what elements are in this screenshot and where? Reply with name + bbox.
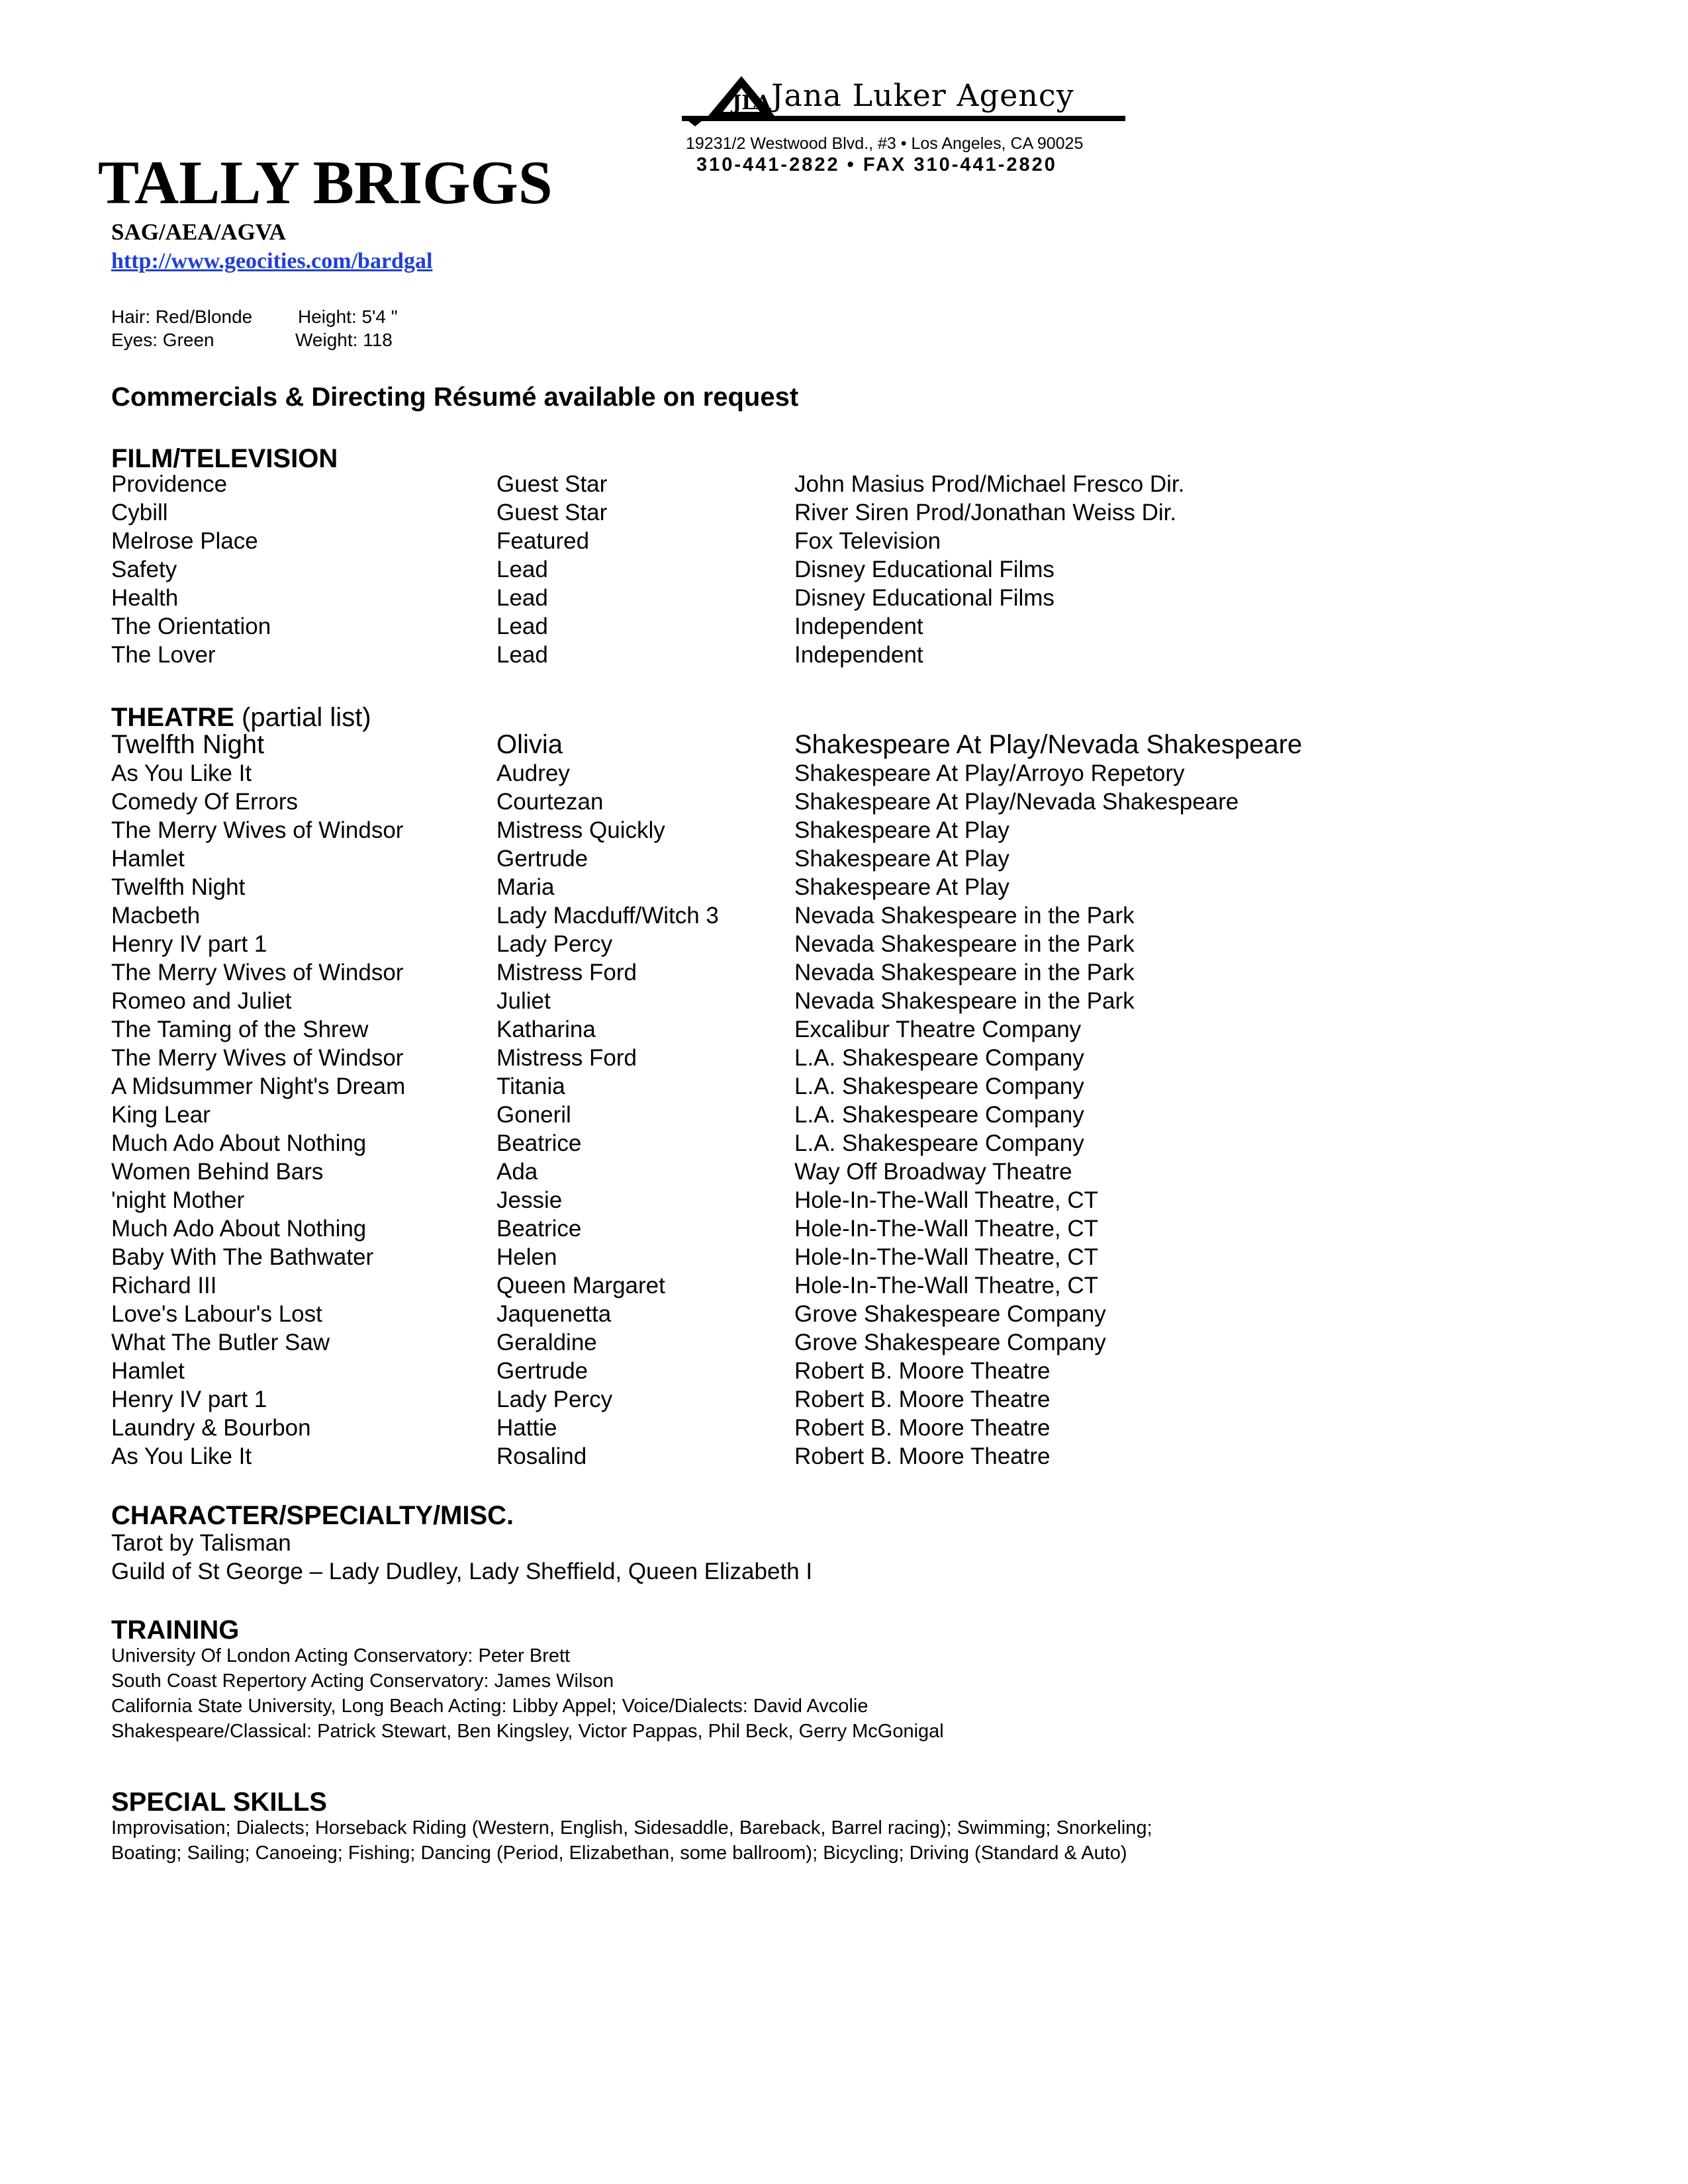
credit-role: Helen [496,1244,557,1270]
theatre-heading-note: (partial list) [234,703,371,732]
credit-title: As You Like It [111,760,252,786]
actor-name: TALLY BRIGGS [98,149,553,217]
credit-company: Shakespeare At Play [794,874,1009,900]
credit-title: Health [111,585,179,611]
credit-role: Featured [496,528,590,554]
credit-role: Jessie [496,1187,563,1213]
credit-role: Maria [496,874,555,900]
credit-row [0,759,1688,788]
credit-title: Macbeth [111,903,201,929]
credit-row [0,1328,1688,1357]
credit-company: L.A. Shakespeare Company [794,1073,1084,1099]
credit-company: Nevada Shakespeare in the Park [794,988,1135,1014]
credit-company: Robert B. Moore Theatre [794,1387,1051,1412]
credit-company: John Masius Prod/Michael Fresco Dir. [794,471,1185,497]
credit-row [0,1044,1688,1072]
agency-letterhead [682,69,1139,182]
credit-company: Disney Educational Films [794,557,1055,582]
credit-title: Romeo and Juliet [111,988,292,1014]
credit-company: Shakespeare At Play/Nevada Shakespeare [794,789,1239,815]
credit-role: Katharina [496,1017,596,1042]
credit-company: Independent [794,642,923,668]
credit-row [0,1214,1688,1243]
credit-title: Much Ado About Nothing [111,1216,367,1242]
credit-row [0,930,1688,958]
credit-row [0,1414,1688,1442]
credit-title: Cybill [111,500,168,525]
credit-role: Lady Percy [496,931,613,957]
section-heading-theatre [111,704,371,731]
credit-company: Hole-In-The-Wall Theatre, CT [794,1273,1099,1298]
credit-company: Shakespeare At Play/Arroyo Repetory [794,760,1185,786]
credit-row [0,1357,1688,1385]
credit-title: The Orientation [111,614,271,639]
credit-row [0,555,1688,584]
credit-row [0,498,1688,527]
credit-role: Lead [496,642,548,668]
stat-eyes: Eyes: Green [111,330,214,350]
credit-row [0,1186,1688,1214]
availability-note: Commercials & Directing Résumé available on request [111,383,799,412]
credit-role: Mistress Ford [496,960,637,985]
credit-title: Safety [111,557,177,582]
credit-role: Guest Star [496,500,608,525]
credit-row [0,901,1688,930]
credit-role: Gertrude [496,846,588,872]
credit-company: Hole-In-The-Wall Theatre, CT [794,1187,1099,1213]
credit-row [0,788,1688,816]
training-line: Shakespeare/Classical: Patrick Stewart, Ben Kingsley, Victor Pappas, Phil Beck, Gerry McGonigal [111,1721,944,1742]
credit-row [0,731,1688,759]
credit-title: The Taming of the Shrew [111,1017,369,1042]
credit-company: L.A. Shakespeare Company [794,1130,1084,1156]
credit-role: Titania [496,1073,565,1099]
credit-title: The Lover [111,642,216,668]
credit-role: Gertrude [496,1358,588,1384]
credit-company: Robert B. Moore Theatre [794,1415,1051,1441]
credit-role: Beatrice [496,1216,582,1242]
credit-role: Geraldine [496,1330,597,1355]
credit-title: The Merry Wives of Windsor [111,1045,404,1071]
credit-company: Grove Shakespeare Company [794,1301,1106,1327]
credit-title: As You Like It [111,1443,252,1469]
agency-name: Jana Luker Agency [771,77,1074,113]
credit-row [0,1101,1688,1129]
credit-title: Twelfth Night [111,730,265,759]
credit-title: Baby With The Bathwater [111,1244,374,1270]
credit-row [0,1385,1688,1414]
credit-row [0,470,1688,498]
credit-role: Beatrice [496,1130,582,1156]
credit-company: Hole-In-The-Wall Theatre, CT [794,1216,1099,1242]
credit-title: Women Behind Bars [111,1159,324,1185]
credit-company: Shakespeare At Play [794,817,1009,843]
credit-role: Mistress Ford [496,1045,637,1071]
stat-hair: Hair: Red/Blonde [111,306,253,327]
credit-title: Love's Labour's Lost [111,1301,322,1327]
credit-role: Lady Percy [496,1387,613,1412]
credit-company: Nevada Shakespeare in the Park [794,903,1135,929]
stat-height: Height: 5'4 " [298,306,398,327]
agency-address: 19231/2 Westwood Blvd., #3 • Los Angeles, CA 90025 [686,134,1084,153]
credit-company: Fox Television [794,528,941,554]
credit-title: Much Ado About Nothing [111,1130,367,1156]
credit-row [0,1442,1688,1471]
section-heading-training: TRAINING [111,1615,240,1645]
credit-role: Goneril [496,1102,571,1128]
credit-role: Rosalind [496,1443,587,1469]
training-line: South Coast Repertory Acting Conservatory: James Wilson [111,1670,614,1692]
credit-company: Independent [794,614,923,639]
credit-title: Twelfth Night [111,874,246,900]
website-link[interactable]: http://www.geocities.com/bardgal [111,249,433,273]
credit-company: Nevada Shakespeare in the Park [794,931,1135,957]
credit-title: Laundry & Bourbon [111,1415,311,1441]
training-line: University Of London Acting Conservatory: Peter Brett [111,1645,571,1666]
credit-role: Courtezan [496,789,604,815]
credit-row [0,1243,1688,1271]
credit-role: Mistress Quickly [496,817,665,843]
credit-row [0,527,1688,555]
credit-title: Richard III [111,1273,217,1298]
credit-role: Lady Macduff/Witch 3 [496,903,719,929]
credit-role: Olivia [496,730,563,759]
skills-line: Improvisation; Dialects; Horseback Riding (Western, English, Sidesaddle, Bareback, Barrel racing); Swimming; Snorkeling; [111,1817,1152,1839]
credit-role: Lead [496,585,548,611]
credit-company: Robert B. Moore Theatre [794,1443,1051,1469]
credit-company: Robert B. Moore Theatre [794,1358,1051,1384]
credit-company: L.A. Shakespeare Company [794,1045,1084,1071]
credit-row [0,1271,1688,1300]
credit-role: Hattie [496,1415,557,1441]
credit-row [0,844,1688,873]
credit-row [0,1158,1688,1186]
credit-company: Way Off Broadway Theatre [794,1159,1072,1185]
credit-row [0,816,1688,844]
credit-role: Ada [496,1159,538,1185]
union-affiliations: SAG/AEA/AGVA [111,219,286,245]
credit-row [0,584,1688,612]
credit-company: River Siren Prod/Jonathan Weiss Dir. [794,500,1177,525]
credit-title: Melrose Place [111,528,258,554]
credit-title: Providence [111,471,228,497]
credit-title: Hamlet [111,846,185,872]
section-heading-character: CHARACTER/SPECIALTY/MISC. [111,1501,514,1530]
credit-row [0,987,1688,1015]
credit-row [0,641,1688,669]
section-heading-film-tv: FILM/TELEVISION [111,444,338,473]
credit-role: Queen Margaret [496,1273,665,1298]
credit-title: The Merry Wives of Windsor [111,817,404,843]
credit-title: The Merry Wives of Windsor [111,960,404,985]
agency-phone: 310-441-2822 • FAX 310-441-2820 [696,154,1057,175]
stat-weight: Weight: 118 [295,330,393,350]
credit-title: What The Butler Saw [111,1330,330,1355]
credit-row [0,1015,1688,1044]
credit-role: Juliet [496,988,551,1014]
credit-company: Shakespeare At Play/Nevada Shakespeare [794,730,1303,759]
credit-row [0,1129,1688,1158]
section-heading-skills: SPECIAL SKILLS [111,1788,327,1817]
credit-role: Lead [496,557,548,582]
credit-company: Disney Educational Films [794,585,1055,611]
credit-company: Hole-In-The-Wall Theatre, CT [794,1244,1099,1270]
credit-row [0,1072,1688,1101]
credit-company: Excalibur Theatre Company [794,1017,1082,1042]
credit-row [0,873,1688,901]
credit-role: Lead [496,614,548,639]
theatre-heading-label: THEATRE [111,703,234,732]
credit-role: Jaquenetta [496,1301,612,1327]
credit-company: Grove Shakespeare Company [794,1330,1106,1355]
skills-line: Boating; Sailing; Canoeing; Fishing; Dancing (Period, Elizabethan, some ballroom); Bicycling; Driving (Standard & Auto) [111,1843,1127,1864]
credit-company: Shakespeare At Play [794,846,1009,872]
credit-title: A Midsummer Night's Dream [111,1073,406,1099]
credit-role: Audrey [496,760,570,786]
character-line: Guild of St George – Lady Dudley, Lady Sheffield, Queen Elizabeth I [111,1559,813,1584]
credit-row [0,1300,1688,1328]
credit-company: Nevada Shakespeare in the Park [794,960,1135,985]
credit-title: Henry IV part 1 [111,931,267,957]
credit-title: Hamlet [111,1358,185,1384]
credit-row [0,958,1688,987]
credit-title: 'night Mother [111,1187,245,1213]
agency-logo-mark: JLA [732,91,771,114]
credit-title: King Lear [111,1102,211,1128]
character-line: Tarot by Talisman [111,1530,291,1556]
training-line: California State University, Long Beach Acting: Libby Appel; Voice/Dialects: David Avcolie [111,1696,868,1717]
credit-row [0,612,1688,641]
credit-company: L.A. Shakespeare Company [794,1102,1084,1128]
credit-role: Guest Star [496,471,608,497]
credit-title: Henry IV part 1 [111,1387,267,1412]
credit-title: Comedy Of Errors [111,789,298,815]
